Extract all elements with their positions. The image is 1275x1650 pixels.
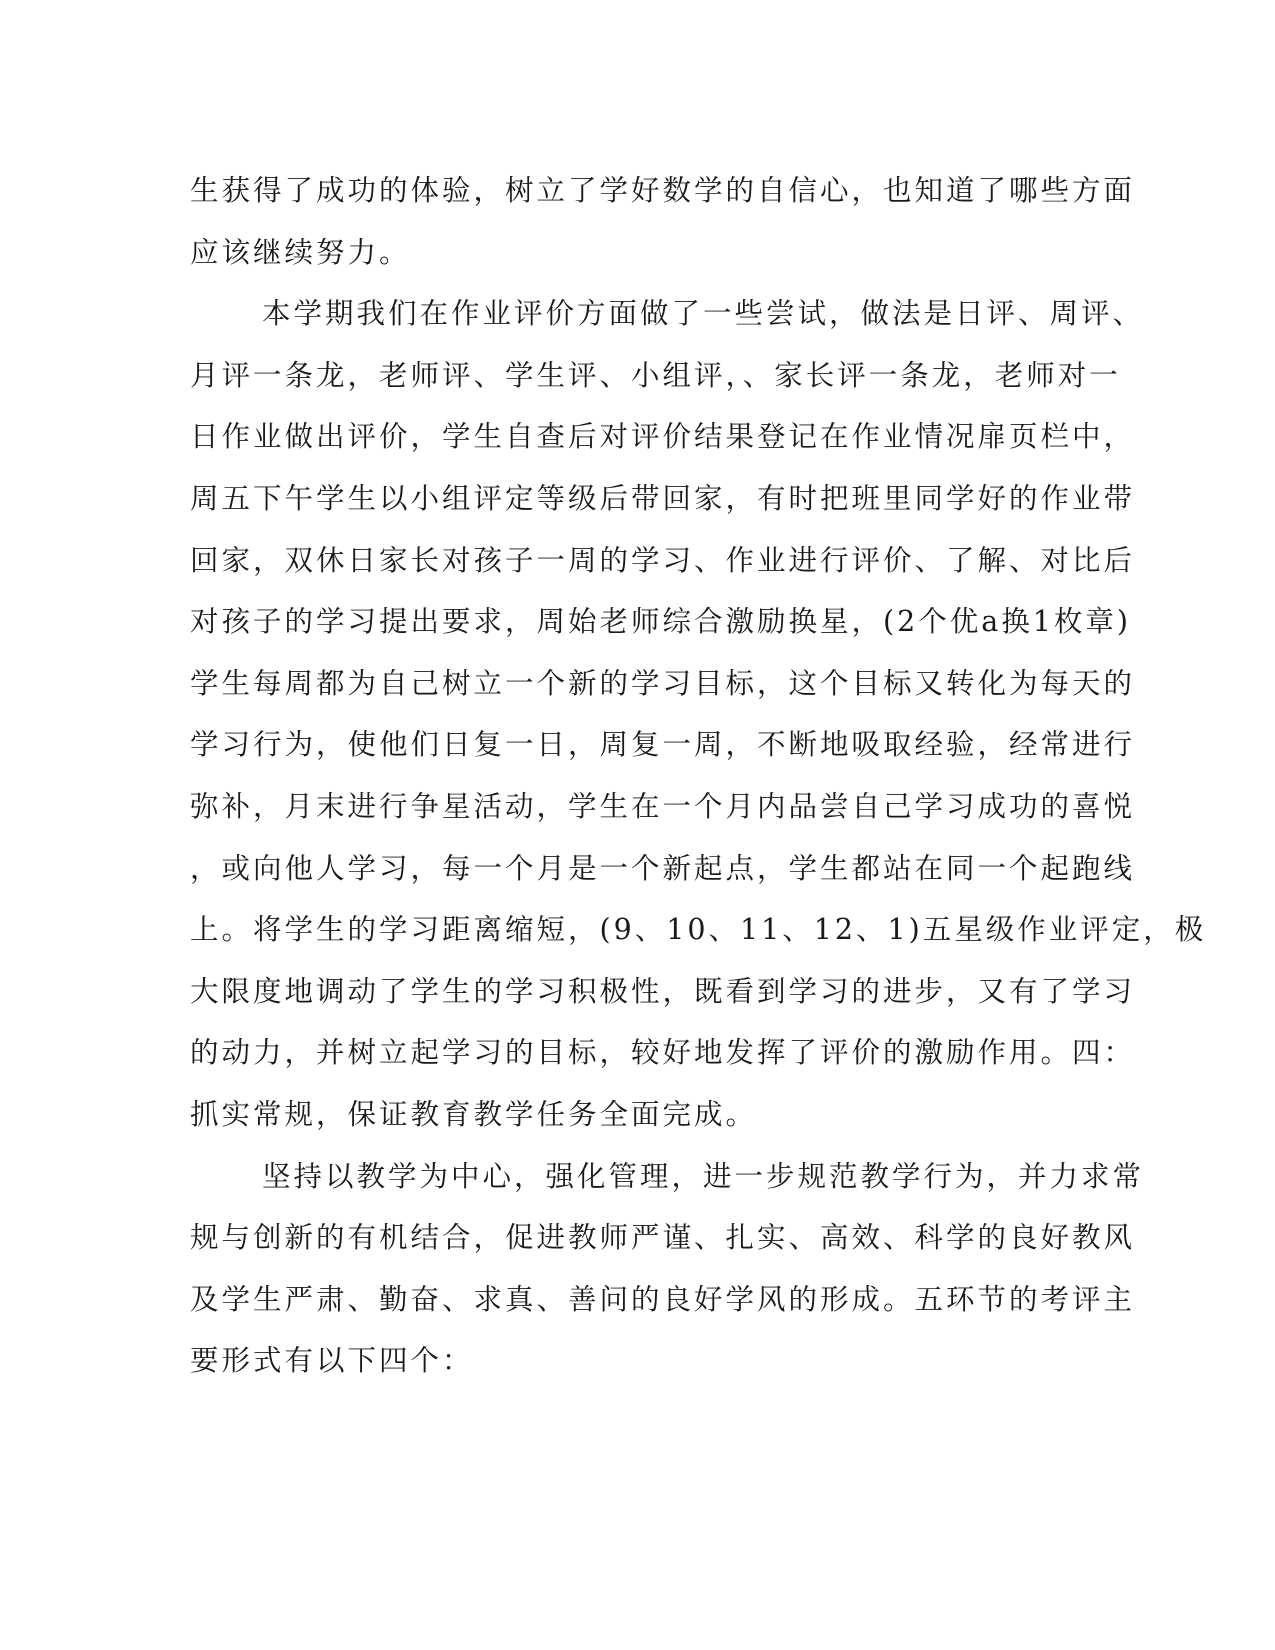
- text-line: 月评一条龙，老师评、学生评、小组评，、家长评一条龙，老师对一: [190, 358, 1121, 392]
- text-line: 对孩子的学习提出要求，周始老师综合激励换星，(2个优a换1枚章): [190, 605, 1131, 639]
- text-line: 应该继续努力。: [190, 235, 411, 269]
- text-line: 弥补，月末进行争星活动，学生在一个月内品尝自己学习成功的喜悦: [190, 789, 1136, 823]
- text-line: 抓实常规，保证教育教学任务全面完成。: [190, 1097, 758, 1131]
- text-line: 要形式有以下四个：: [190, 1344, 474, 1378]
- text-line: 上。将学生的学习距离缩短，(9、10、11、12、1)五星级作业评定，极: [190, 913, 1207, 947]
- text-line: 的动力，并树立起学习的目标，较好地发挥了评价的激励作用。四：: [190, 1036, 1136, 1070]
- text-line: 及学生严肃、勤奋、求真、善问的良好学风的形成。五环节的考评主: [190, 1282, 1136, 1316]
- text-line: 大限度地调动了学生的学习积极性，既看到学习的进步，又有了学习: [190, 974, 1136, 1008]
- paragraph-start-line: 本学期我们在作业评价方面做了一些尝试，做法是日评、周评、: [262, 297, 1145, 331]
- body-text: [190, 160, 1207, 1392]
- text-line: 学习行为，使他们日复一日，周复一周，不断地吸取经验，经常进行: [190, 728, 1136, 762]
- text-line: 学生每周都为自己树立一个新的学习目标，这个目标又转化为每天的: [190, 666, 1136, 700]
- text-line: 规与创新的有机结合，促进教师严谨、扎实、高效、科学的良好教风: [190, 1221, 1136, 1255]
- text-line: 周五下午学生以小组评定等级后带回家，有时把班里同学好的作业带: [190, 481, 1136, 515]
- paragraph-start-line: 坚持以教学为中心，强化管理，进一步规范教学行为，并力求常: [262, 1159, 1145, 1193]
- text-line: 日作业做出评价，学生自查后对评价结果登记在作业情况扉页栏中，: [190, 420, 1136, 454]
- text-line: 回家，双休日家长对孩子一周的学习、作业进行评价、了解、对比后: [190, 543, 1136, 577]
- text-line: ，或向他人学习，每一个月是一个新起点，学生都站在同一个起跑线: [190, 851, 1136, 885]
- text-line: 生获得了成功的体验，树立了学好数学的自信心，也知道了哪些方面: [190, 174, 1136, 207]
